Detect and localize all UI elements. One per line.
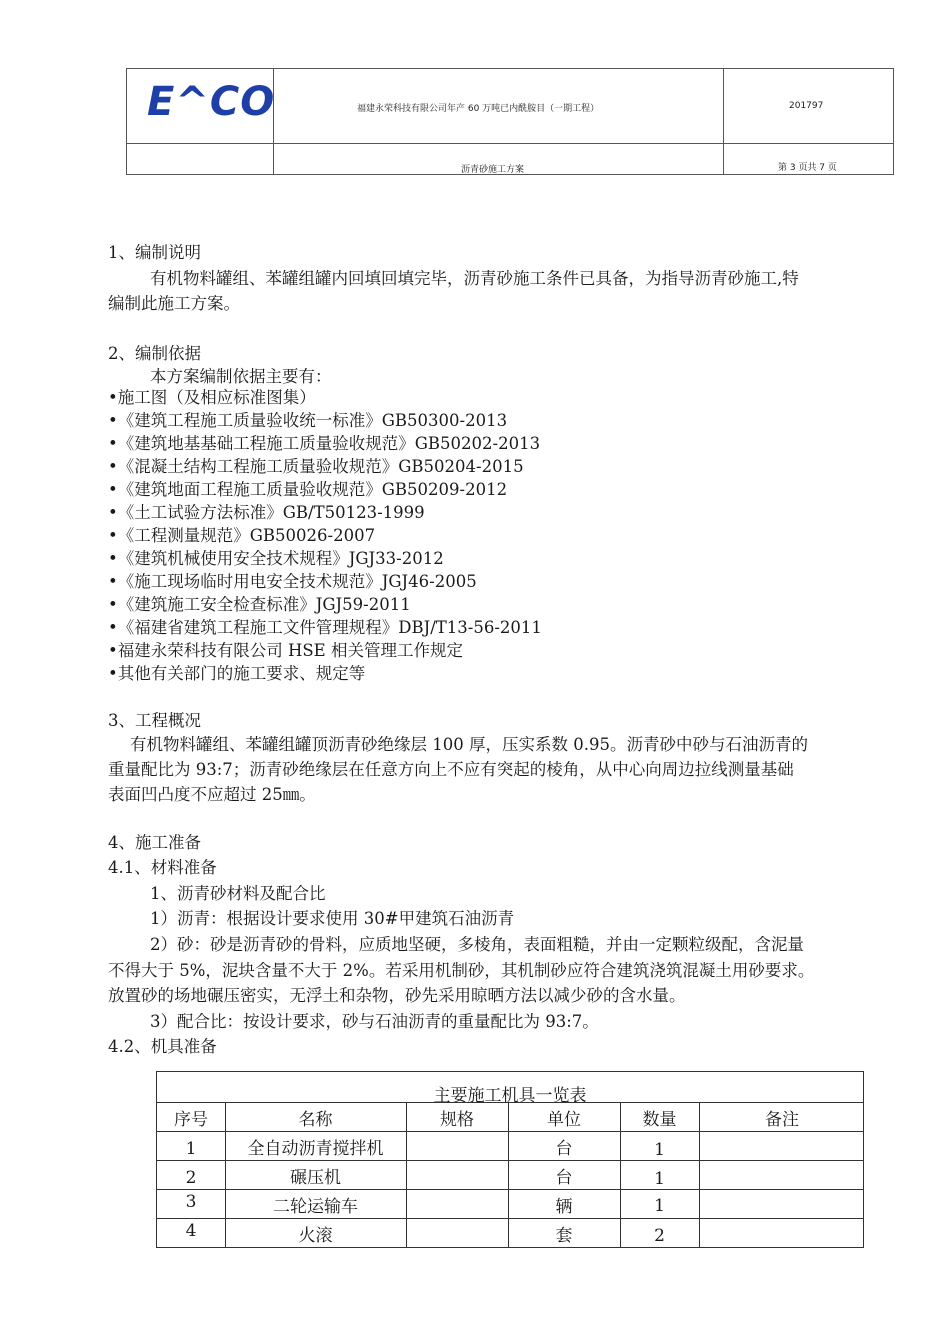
equipment-table [156,1071,864,1248]
table-divider [157,1218,863,1219]
reference-item: •《建筑工程施工质量验收统一标准》GB50300-2013 [108,411,508,430]
project-name: 福建永荣科技有限公司年产 60 万吨已内酰胺目（一期工程） [357,104,600,114]
subsection-heading: 4.1、材料准备 [108,858,217,877]
company-logo: E^CO [147,79,276,125]
header-divider [127,143,893,144]
table-title: 主要施工机具一览表 [433,1086,587,1106]
reference-item: •《混凝土结构工程施工质量验收规范》GB50204-2015 [108,457,524,476]
table-cell: 全自动沥青搅拌机 [247,1139,384,1159]
paragraph-line: 本方案编制依据主要有： [150,367,332,386]
column-header: 序号 [174,1110,208,1130]
reference-item: •《土工试验方法标准》GB/T50123-1999 [108,503,425,522]
document-code: 201797 [789,101,824,111]
section-heading: 3、工程概况 [108,711,201,730]
reference-item: •《工程测量规范》GB50026-2007 [108,526,376,545]
column-header: 备注 [765,1110,799,1130]
paragraph-line: 表面凹凸度不应超过 25㎜。 [108,785,316,804]
section-heading: 4、施工准备 [108,833,201,852]
reference-item: •《建筑施工安全检查标准》JGJ59-2011 [108,595,411,614]
reference-item: •《建筑地面工程施工质量验收规范》GB50209-2012 [108,480,508,499]
column-header: 名称 [298,1110,333,1130]
document-header [126,68,894,175]
table-divider [157,1131,863,1132]
table-cell: 二轮运输车 [273,1197,358,1217]
table-cell: 2 [654,1226,665,1246]
subsection-heading: 4.2、机具准备 [108,1037,217,1056]
reference-item: •施工图（及相应标准图集） [108,388,316,407]
paragraph-line: 编制此施工方案。 [108,294,240,313]
table-cell: 套 [555,1226,573,1246]
table-cell: 辆 [555,1197,573,1217]
table-cell: 1 [654,1140,665,1160]
reference-item: •《建筑机械使用安全技术规程》JGJ33-2012 [108,549,444,568]
table-divider [157,1160,863,1161]
table-cell: 4 [185,1221,197,1241]
column-header: 数量 [642,1110,677,1130]
table-cell: 2 [185,1168,197,1188]
table-cell: 台 [555,1168,573,1188]
table-cell: 台 [555,1139,573,1159]
paragraph-line: 不得大于 5%，泥块含量不大于 2%。若采用机制砂，其机制砂应符合建筑浇筑混凝土用砂要求。 [108,961,815,980]
paragraph-line: 1）沥青：根据设计要求使用 30#甲建筑石油沥青 [150,909,515,928]
paragraph-line: 放置砂的场地碾压密实，无浮土和杂物，砂先采用晾晒方法以减少砂的含水量。 [108,986,686,1005]
paragraph-line: 有机物料罐组、苯罐组罐顶沥青砂绝缘层 100 厚，压实系数 0.95。沥青砂中砂与石油沥青的 [130,735,808,754]
section-heading: 1、编制说明 [108,243,201,262]
header-divider [723,69,724,174]
page-number: 第 3 页共 7 页 [778,163,837,173]
paragraph-line: 有机物料罐组、苯罐组罐内回填回填完毕，沥青砂施工条件已具备，为指导沥青砂施工,特 [150,269,799,288]
paragraph-line: 重量配比为 93:7；沥青砂绝缘层在任意方向上不应有突起的棱角，从中心向周边拉线测量基础 [108,760,794,779]
table-cell: 1 [185,1139,197,1159]
table-divider [157,1189,863,1190]
table-cell: 1 [654,1169,665,1189]
table-cell: 1 [654,1196,665,1216]
reference-item: •《建筑地基基础工程施工质量验收规范》GB50202-2013 [108,434,541,453]
column-header: 单位 [547,1110,581,1130]
section-heading: 2、编制依据 [108,344,201,363]
reference-item: •《施工现场临时用电安全技术规范》JGJ46-2005 [108,572,477,591]
column-header: 规格 [440,1110,474,1130]
paragraph-line: 3）配合比：按设计要求，砂与石油沥青的重量配比为 93:7。 [150,1012,599,1031]
table-divider [157,1102,863,1103]
table-cell: 3 [185,1192,197,1212]
paragraph-line: 2）砂：砂是沥青砂的骨料，应质地坚硬，多棱角，表面粗糙，并由一定颗粒级配，含泥量 [150,935,804,954]
reference-item: •福建永荣科技有限公司 HSE 相关管理工作规定 [108,641,463,660]
paragraph-line: 1、沥青砂材料及配合比 [150,884,326,903]
reference-item: •《福建省建筑工程施工文件管理规程》DBJ/T13-56-2011 [108,618,542,637]
table-cell: 火滚 [298,1226,333,1246]
reference-item: •其他有关部门的施工要求、规定等 [108,664,366,683]
document-title: 沥青砂施工方案 [461,165,525,175]
table-cell: 碾压机 [290,1168,341,1188]
